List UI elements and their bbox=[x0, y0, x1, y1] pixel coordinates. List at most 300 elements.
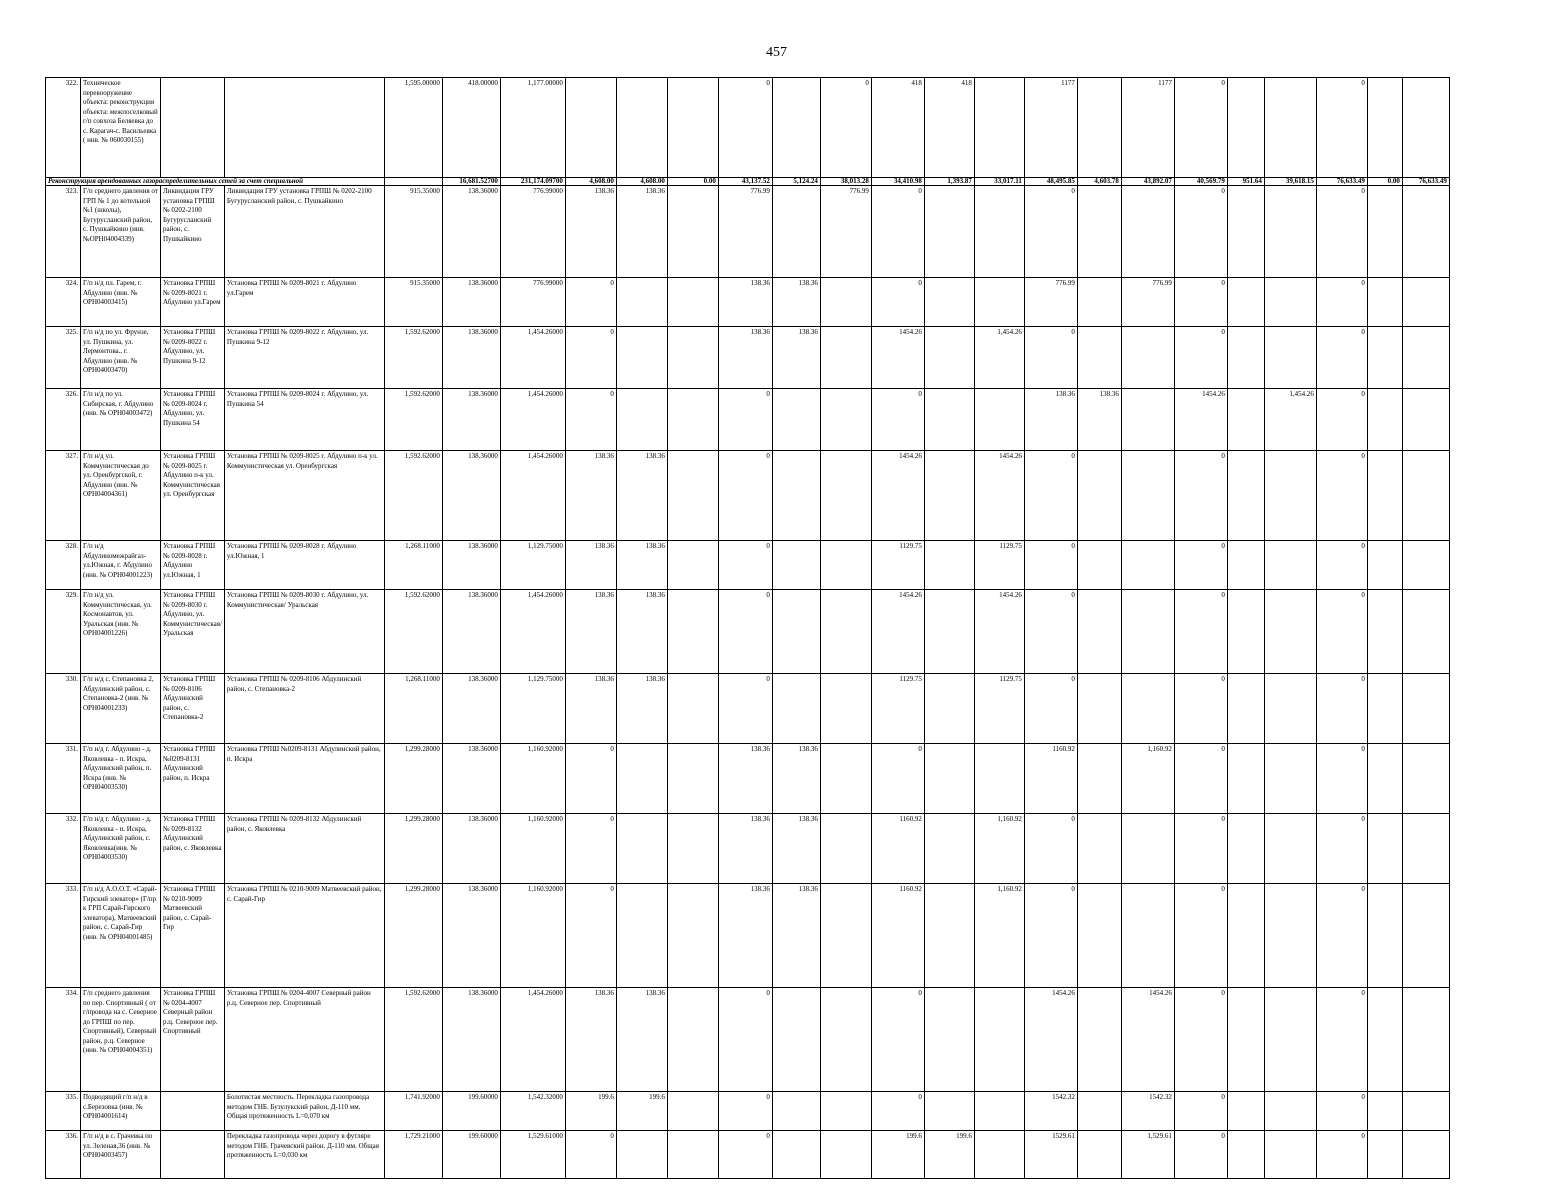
value-cell: 418 bbox=[924, 78, 974, 178]
value-cell: 138.36 bbox=[616, 541, 667, 590]
value-cell: 1,299.28000 bbox=[384, 884, 442, 988]
value-cell bbox=[1264, 988, 1316, 1092]
value-cell: 0 bbox=[1316, 541, 1367, 590]
value-cell bbox=[1367, 1092, 1402, 1131]
value-cell: 138.36 bbox=[565, 674, 616, 744]
work-description-cell: Установка ГРПШ № 0209-8021 г. Абдулино ул.Гарем bbox=[224, 278, 384, 327]
value-cell: 1,592.62000 bbox=[384, 327, 442, 389]
row-number-cell: 326. bbox=[46, 389, 81, 451]
value-cell: 0 bbox=[1316, 1131, 1367, 1179]
table-row bbox=[46, 988, 1450, 1092]
section-value-cell: 0.00 bbox=[667, 178, 718, 186]
value-cell bbox=[1077, 1092, 1121, 1131]
value-cell: 0 bbox=[871, 744, 924, 814]
section-value-cell: 38,013.28 bbox=[820, 178, 871, 186]
value-cell bbox=[1227, 541, 1264, 590]
value-cell: 1,592.62000 bbox=[384, 389, 442, 451]
value-cell bbox=[974, 1131, 1024, 1179]
value-cell bbox=[1367, 389, 1402, 451]
value-cell: 0 bbox=[718, 1092, 772, 1131]
value-cell bbox=[772, 1131, 820, 1179]
value-cell bbox=[1367, 744, 1402, 814]
work-description-cell: Болотистая местность. Перекладка газопровода методом ГНБ. Бузулукский район, Д-110 мм. Общая протяженность L=0,070 км bbox=[224, 1092, 384, 1131]
value-cell: 915.35000 bbox=[384, 186, 442, 278]
value-cell: 0 bbox=[565, 278, 616, 327]
table-row bbox=[46, 1092, 1450, 1131]
value-cell bbox=[667, 541, 718, 590]
value-cell: 1129.75 bbox=[871, 541, 924, 590]
value-cell bbox=[924, 541, 974, 590]
value-cell bbox=[667, 451, 718, 541]
value-cell: 1,592.62000 bbox=[384, 590, 442, 674]
value-cell: 0 bbox=[1316, 590, 1367, 674]
table-row bbox=[46, 278, 1450, 327]
value-cell: 138.36 bbox=[772, 278, 820, 327]
value-cell bbox=[772, 389, 820, 451]
value-cell: 1,454.26000 bbox=[500, 389, 565, 451]
row-number-cell: 336. bbox=[46, 1131, 81, 1179]
object-cell bbox=[161, 1131, 225, 1179]
value-cell bbox=[1402, 590, 1449, 674]
value-cell bbox=[1367, 327, 1402, 389]
section-value-cell: 43,137.52 bbox=[718, 178, 772, 186]
value-cell bbox=[820, 988, 871, 1092]
section-value-cell: 4,608.00 bbox=[565, 178, 616, 186]
value-cell bbox=[1402, 186, 1449, 278]
value-cell: 0 bbox=[1316, 744, 1367, 814]
table-row bbox=[46, 327, 1450, 389]
section-value-cell: 4,603.78 bbox=[1077, 178, 1121, 186]
value-cell bbox=[667, 884, 718, 988]
value-cell: 138.36 bbox=[772, 744, 820, 814]
value-cell: 1,160.92 bbox=[1121, 744, 1174, 814]
value-cell bbox=[1402, 389, 1449, 451]
value-cell bbox=[772, 451, 820, 541]
value-cell: 199.60000 bbox=[442, 1131, 500, 1179]
value-cell: 1,299.28000 bbox=[384, 744, 442, 814]
section-value-cell: 4,608.00 bbox=[616, 178, 667, 186]
value-cell bbox=[1227, 389, 1264, 451]
value-cell bbox=[1264, 744, 1316, 814]
section-value-cell: 48,495.85 bbox=[1024, 178, 1077, 186]
value-cell bbox=[1227, 327, 1264, 389]
work-description-cell: Установка ГРПШ № 0204-4007 Северный район р.ц. Северное пер. Спортивный bbox=[224, 988, 384, 1092]
value-cell bbox=[616, 814, 667, 884]
value-cell bbox=[924, 186, 974, 278]
object-cell: Установка ГРПШ № 0209-8030 г. Абдулино, ул. Коммунистическая/ Уральская bbox=[161, 590, 225, 674]
value-cell bbox=[384, 178, 442, 186]
value-cell bbox=[974, 389, 1024, 451]
row-number-cell: 327. bbox=[46, 451, 81, 541]
value-cell bbox=[820, 278, 871, 327]
value-cell: 0 bbox=[1174, 451, 1227, 541]
value-cell bbox=[1077, 278, 1121, 327]
value-cell bbox=[1367, 541, 1402, 590]
row-number-cell: 333. bbox=[46, 884, 81, 988]
value-cell bbox=[1077, 451, 1121, 541]
value-cell bbox=[1077, 674, 1121, 744]
value-cell: 199.6 bbox=[565, 1092, 616, 1131]
value-cell: 1,454.26000 bbox=[500, 988, 565, 1092]
value-cell bbox=[1402, 541, 1449, 590]
value-cell bbox=[667, 988, 718, 1092]
value-cell: 0 bbox=[565, 884, 616, 988]
value-cell bbox=[1121, 884, 1174, 988]
value-cell: 0 bbox=[871, 988, 924, 1092]
value-cell: 0 bbox=[1024, 674, 1077, 744]
value-cell: 0 bbox=[565, 744, 616, 814]
value-cell: 1,454.26000 bbox=[500, 590, 565, 674]
value-cell bbox=[667, 1131, 718, 1179]
value-cell: 418 bbox=[871, 78, 924, 178]
value-cell: 138.36 bbox=[616, 451, 667, 541]
value-cell: 776.99 bbox=[820, 186, 871, 278]
value-cell bbox=[1367, 988, 1402, 1092]
value-cell bbox=[1264, 814, 1316, 884]
value-cell bbox=[1077, 186, 1121, 278]
value-cell: 138.36000 bbox=[442, 541, 500, 590]
object-name-cell: Г/п н/д пл. Гарем, г. Абдулино (инв. № ОРН04003415) bbox=[81, 278, 161, 327]
value-cell bbox=[1077, 744, 1121, 814]
value-cell: 0 bbox=[1174, 327, 1227, 389]
section-value-cell: 0.00 bbox=[1367, 178, 1402, 186]
object-cell: Установка ГРПШ № 0209-8022 г. Абдулино, ул. Пушкина 9-12 bbox=[161, 327, 225, 389]
value-cell bbox=[1264, 884, 1316, 988]
value-cell bbox=[1077, 988, 1121, 1092]
value-cell: 1,160.92000 bbox=[500, 814, 565, 884]
value-cell: 0 bbox=[718, 541, 772, 590]
value-cell: 0 bbox=[1024, 884, 1077, 988]
value-cell bbox=[974, 988, 1024, 1092]
value-cell: 0 bbox=[871, 1092, 924, 1131]
object-name-cell: Г/п н/д ул. Коммунистическая до ул. Оренбургской, г. Абдулино (инв. № ОРН04004361) bbox=[81, 451, 161, 541]
object-name-cell: Г/п н/д ул. Коммунистическая, ул. Космонавтов, ул. Уральская (инв. № ОРН04001226) bbox=[81, 590, 161, 674]
object-cell: Установка ГРПШ № 0204-4007 Северный район р.ц. Северное пер. Спортивный bbox=[161, 988, 225, 1092]
object-name-cell: Г/п н/д с. Степановка 2, Абдулинский район, с. Степановка-2 (инв. № ОРН04001233) bbox=[81, 674, 161, 744]
value-cell bbox=[1402, 988, 1449, 1092]
value-cell bbox=[974, 1092, 1024, 1131]
value-cell bbox=[1264, 1092, 1316, 1131]
value-cell: 418.00000 bbox=[442, 78, 500, 178]
value-cell bbox=[924, 744, 974, 814]
value-cell: 1,529.61 bbox=[1121, 1131, 1174, 1179]
value-cell bbox=[820, 814, 871, 884]
value-cell bbox=[1121, 590, 1174, 674]
value-cell: 1129.75 bbox=[974, 674, 1024, 744]
row-number-cell: 322. bbox=[46, 78, 81, 178]
object-cell: Установка ГРПШ № 0209-8021 г. Абдулино ул.Гарем bbox=[161, 278, 225, 327]
value-cell bbox=[1264, 451, 1316, 541]
value-cell bbox=[565, 78, 616, 178]
row-number-cell: 332. bbox=[46, 814, 81, 884]
value-cell: 138.36 bbox=[1024, 389, 1077, 451]
value-cell: 138.36 bbox=[718, 814, 772, 884]
value-cell: 0 bbox=[718, 451, 772, 541]
value-cell bbox=[772, 78, 820, 178]
value-cell: 1454.26 bbox=[1174, 389, 1227, 451]
value-cell bbox=[924, 451, 974, 541]
value-cell bbox=[1121, 541, 1174, 590]
value-cell bbox=[616, 884, 667, 988]
value-cell: 0 bbox=[1174, 814, 1227, 884]
value-cell: 0 bbox=[1174, 1092, 1227, 1131]
value-cell bbox=[616, 278, 667, 327]
value-cell bbox=[667, 327, 718, 389]
value-cell bbox=[616, 744, 667, 814]
value-cell: 1,454.26 bbox=[974, 327, 1024, 389]
value-cell: 1,729.21000 bbox=[384, 1131, 442, 1179]
value-cell bbox=[1402, 884, 1449, 988]
value-cell: 138.36 bbox=[565, 988, 616, 1092]
value-cell bbox=[924, 884, 974, 988]
object-cell bbox=[161, 78, 225, 178]
value-cell: 1,177.00000 bbox=[500, 78, 565, 178]
table-row bbox=[46, 1131, 1450, 1179]
value-cell bbox=[1367, 674, 1402, 744]
value-cell: 1,268.11000 bbox=[384, 541, 442, 590]
value-cell: 199.6 bbox=[871, 1131, 924, 1179]
value-cell: 138.36000 bbox=[442, 590, 500, 674]
value-cell bbox=[1227, 186, 1264, 278]
value-cell: 1,542.32000 bbox=[500, 1092, 565, 1131]
work-description-cell: Установка ГРПШ № 0209-8025 г. Абдулино п-к ул. Коммунистическая ул. Оренбургская bbox=[224, 451, 384, 541]
value-cell bbox=[1402, 327, 1449, 389]
value-cell: 138.36000 bbox=[442, 278, 500, 327]
value-cell: 0 bbox=[1316, 884, 1367, 988]
value-cell bbox=[924, 278, 974, 327]
table-row bbox=[46, 541, 1450, 590]
value-cell bbox=[1367, 590, 1402, 674]
page-number: 457 bbox=[766, 45, 787, 60]
value-cell bbox=[667, 744, 718, 814]
value-cell bbox=[772, 590, 820, 674]
section-value-cell: 33,017.11 bbox=[974, 178, 1024, 186]
value-cell: 138.36 bbox=[718, 327, 772, 389]
value-cell: 776.99 bbox=[1121, 278, 1174, 327]
value-cell: 138.36 bbox=[565, 590, 616, 674]
object-name-cell: Г/п н/д по ул. Фрунзе, ул. Пушкина, ул. Лермонтова., г. Абдулино (инв. № ОРН04003470) bbox=[81, 327, 161, 389]
value-cell bbox=[1367, 78, 1402, 178]
value-cell bbox=[1077, 78, 1121, 178]
value-cell: 0 bbox=[1024, 590, 1077, 674]
work-description-cell: Установка ГРПШ № 0209-8022 г. Абдулино, ул. Пушкина 9-12 bbox=[224, 327, 384, 389]
value-cell: 138.36 bbox=[772, 327, 820, 389]
value-cell: 1177 bbox=[1024, 78, 1077, 178]
value-cell bbox=[667, 186, 718, 278]
value-cell bbox=[820, 327, 871, 389]
value-cell: 1160.92 bbox=[1024, 744, 1077, 814]
value-cell: 1,592.62000 bbox=[384, 451, 442, 541]
object-cell: Ликвидация ГРУ установка ГРПШ № 0202-2100 Бугурусланский район, с. Пушкайкино bbox=[161, 186, 225, 278]
object-name-cell: Г/п н/д по ул. Сибирская, г. Абдулино (инв. № ОРН04003472) bbox=[81, 389, 161, 451]
value-cell bbox=[1367, 451, 1402, 541]
work-description-cell: Ликвидация ГРУ установка ГРПШ № 0202-2100 Бугурусланский район, с. Пушкайкино bbox=[224, 186, 384, 278]
object-cell: Установка ГРПШ №0209-8131 Абдулинский район, п. Искра bbox=[161, 744, 225, 814]
value-cell: 1454.26 bbox=[1121, 988, 1174, 1092]
table-row bbox=[46, 814, 1450, 884]
value-cell bbox=[820, 389, 871, 451]
value-cell: 0 bbox=[718, 988, 772, 1092]
value-cell bbox=[1227, 988, 1264, 1092]
row-number-cell: 335. bbox=[46, 1092, 81, 1131]
table-row bbox=[46, 884, 1450, 988]
value-cell: 0 bbox=[1174, 541, 1227, 590]
value-cell bbox=[1077, 590, 1121, 674]
value-cell: 138.36 bbox=[718, 744, 772, 814]
value-cell bbox=[1121, 814, 1174, 884]
value-cell bbox=[1227, 278, 1264, 327]
value-cell bbox=[1227, 451, 1264, 541]
value-cell: 776.99000 bbox=[500, 278, 565, 327]
object-name-cell: Г/п среднего давления по пер. Спортивный ( от г/провода на с. Северное до ГРПШ по пер. Спортивный), Северный район, р.ц. Северное (инв. № ОРН04004351) bbox=[81, 988, 161, 1092]
table-row bbox=[46, 744, 1450, 814]
value-cell: 0 bbox=[565, 1131, 616, 1179]
value-cell bbox=[1121, 389, 1174, 451]
object-cell: Установка ГРПШ № 0209-8106 Абдулинский район, с. Степановка-2 bbox=[161, 674, 225, 744]
value-cell bbox=[1264, 327, 1316, 389]
section-value-cell: 34,410.98 bbox=[871, 178, 924, 186]
value-cell: 1,129.75000 bbox=[500, 674, 565, 744]
value-cell bbox=[974, 744, 1024, 814]
row-number-cell: 330. bbox=[46, 674, 81, 744]
value-cell: 199.6 bbox=[924, 1131, 974, 1179]
value-cell: 0 bbox=[1174, 744, 1227, 814]
section-value-cell: 76,633.49 bbox=[1316, 178, 1367, 186]
value-cell: 1,454.26000 bbox=[500, 327, 565, 389]
value-cell: 1454.26 bbox=[871, 451, 924, 541]
value-cell: 138.36 bbox=[616, 674, 667, 744]
value-cell bbox=[1402, 278, 1449, 327]
section-value-cell: 16,681.52700 bbox=[442, 178, 500, 186]
value-cell: 1,299.28000 bbox=[384, 814, 442, 884]
value-cell: 138.36 bbox=[565, 186, 616, 278]
value-cell: 1160.92 bbox=[871, 814, 924, 884]
value-cell: 0 bbox=[565, 389, 616, 451]
object-name-cell: Г/п н/д г. Абдулино - д. Яковлевка - п. Искра, Абдулинский район, п. Искра (инв. № ОРН04003530) bbox=[81, 744, 161, 814]
value-cell: 0 bbox=[1174, 78, 1227, 178]
object-name-cell: Г/п н/д А.О.О.Т. «Сарай-Гирский элеватор» (Г/пр к ГРП Сарай-Гирского элеватора), Матвеевский район, с. Сарай-Гир (инв. № ОРН04001485) bbox=[81, 884, 161, 988]
value-cell: 138.36000 bbox=[442, 814, 500, 884]
value-cell bbox=[616, 78, 667, 178]
value-cell bbox=[924, 389, 974, 451]
value-cell bbox=[924, 988, 974, 1092]
value-cell: 138.36 bbox=[616, 590, 667, 674]
value-cell bbox=[1367, 884, 1402, 988]
value-cell bbox=[924, 674, 974, 744]
section-value-cell: 5,124.24 bbox=[772, 178, 820, 186]
value-cell bbox=[667, 278, 718, 327]
value-cell bbox=[1367, 814, 1402, 884]
value-cell: 776.99 bbox=[1024, 278, 1077, 327]
value-cell bbox=[616, 389, 667, 451]
work-description-cell: Установка ГРПШ № 0209-8030 г. Абдулино, ул. Коммунистическая/ Уральская bbox=[224, 590, 384, 674]
value-cell: 0 bbox=[871, 278, 924, 327]
value-cell: 138.36 bbox=[616, 988, 667, 1092]
table-row bbox=[46, 78, 1450, 178]
row-number-cell: 328. bbox=[46, 541, 81, 590]
section-value-cell: 39,618.15 bbox=[1264, 178, 1316, 186]
value-cell bbox=[1227, 744, 1264, 814]
value-cell bbox=[820, 674, 871, 744]
value-cell: 0 bbox=[871, 389, 924, 451]
value-cell bbox=[1367, 186, 1402, 278]
object-name-cell: Подводящий г/п н/д в с.Березовка (инв. № ОРН04001614) bbox=[81, 1092, 161, 1131]
value-cell bbox=[1264, 590, 1316, 674]
value-cell bbox=[1121, 327, 1174, 389]
value-cell: 1,529.61000 bbox=[500, 1131, 565, 1179]
value-cell: 1,160.92 bbox=[974, 884, 1024, 988]
row-number-cell: 334. bbox=[46, 988, 81, 1092]
value-cell: 138.36 bbox=[565, 541, 616, 590]
value-cell: 1129.75 bbox=[871, 674, 924, 744]
object-name-cell: Техническое перевооружение объекта: реконструкция объекта: межпоселковый г/п совхоза Беляевка до с. Карагач-с. Васильевка ( инв. № 060030155) bbox=[81, 78, 161, 178]
value-cell: 0 bbox=[1174, 1131, 1227, 1179]
section-value-cell: 951.64 bbox=[1227, 178, 1264, 186]
value-cell: 915.35000 bbox=[384, 278, 442, 327]
work-description-cell: Установка ГРПШ № 0209-8024 г. Абдулино, ул. Пушкина 54 bbox=[224, 389, 384, 451]
value-cell: 138.36000 bbox=[442, 988, 500, 1092]
object-name-cell: Г/п н/д Абдулиномежрайгаз-ул.Южная, г. Абдулино (инв. № ОРН04001223) bbox=[81, 541, 161, 590]
value-cell bbox=[772, 674, 820, 744]
value-cell: 138.36 bbox=[718, 278, 772, 327]
value-cell bbox=[1402, 78, 1449, 178]
value-cell bbox=[616, 1131, 667, 1179]
section-value-cell: 76,633.49 bbox=[1402, 178, 1449, 186]
value-cell: 1,129.75000 bbox=[500, 541, 565, 590]
work-description-cell: Установка ГРПШ № 0209-8132 Абдулинский район, с. Яковлевка bbox=[224, 814, 384, 884]
value-cell: 0 bbox=[1316, 988, 1367, 1092]
work-description-cell: Установка ГРПШ № 0209-8106 Абдулинский район, с. Степановка-2 bbox=[224, 674, 384, 744]
value-cell bbox=[1227, 1131, 1264, 1179]
table-row bbox=[46, 186, 1450, 278]
value-cell bbox=[820, 541, 871, 590]
value-cell: 0 bbox=[1174, 590, 1227, 674]
value-cell bbox=[1077, 327, 1121, 389]
value-cell: 0 bbox=[1316, 674, 1367, 744]
value-cell bbox=[1227, 674, 1264, 744]
value-cell bbox=[1402, 674, 1449, 744]
value-cell bbox=[1367, 278, 1402, 327]
value-cell bbox=[1077, 541, 1121, 590]
value-cell bbox=[1227, 814, 1264, 884]
value-cell bbox=[820, 1092, 871, 1131]
row-number-cell: 331. bbox=[46, 744, 81, 814]
value-cell bbox=[1227, 884, 1264, 988]
value-cell: 0 bbox=[1174, 186, 1227, 278]
object-name-cell: Г/п н/д г. Абдулино - д. Яковлевка - п. Искра, Абдулинский район, с. Яковлевка(инв. № ОРН04003530) bbox=[81, 814, 161, 884]
object-name-cell: Г/п среднего давления от ГРП № 1 до котельной №1 (школы), Бугурусланский район, с. Пушкайкино (инв. №ОРН04004339) bbox=[81, 186, 161, 278]
value-cell: 776.99 bbox=[718, 186, 772, 278]
object-cell: Установка ГРПШ № 0209-8025 г. Абдулино п-к ул. Коммунистическая ул. Оренбургская bbox=[161, 451, 225, 541]
value-cell: 138.36000 bbox=[442, 674, 500, 744]
value-cell: 1,454.26000 bbox=[500, 451, 565, 541]
value-cell bbox=[1402, 744, 1449, 814]
value-cell: 1160.92 bbox=[871, 884, 924, 988]
value-cell bbox=[820, 884, 871, 988]
object-cell: Установка ГРПШ № 0209-8024 г. Абдулино, ул. Пушкина 54 bbox=[161, 389, 225, 451]
value-cell: 138.36 bbox=[1077, 389, 1121, 451]
value-cell: 0 bbox=[1174, 988, 1227, 1092]
value-cell: 1454.26 bbox=[1024, 988, 1077, 1092]
value-cell bbox=[1077, 884, 1121, 988]
value-cell: 199.6 bbox=[616, 1092, 667, 1131]
value-cell bbox=[1264, 674, 1316, 744]
value-cell bbox=[667, 1092, 718, 1131]
value-cell: 0 bbox=[1316, 78, 1367, 178]
value-cell bbox=[1264, 541, 1316, 590]
value-cell: 0 bbox=[565, 814, 616, 884]
value-cell bbox=[667, 389, 718, 451]
